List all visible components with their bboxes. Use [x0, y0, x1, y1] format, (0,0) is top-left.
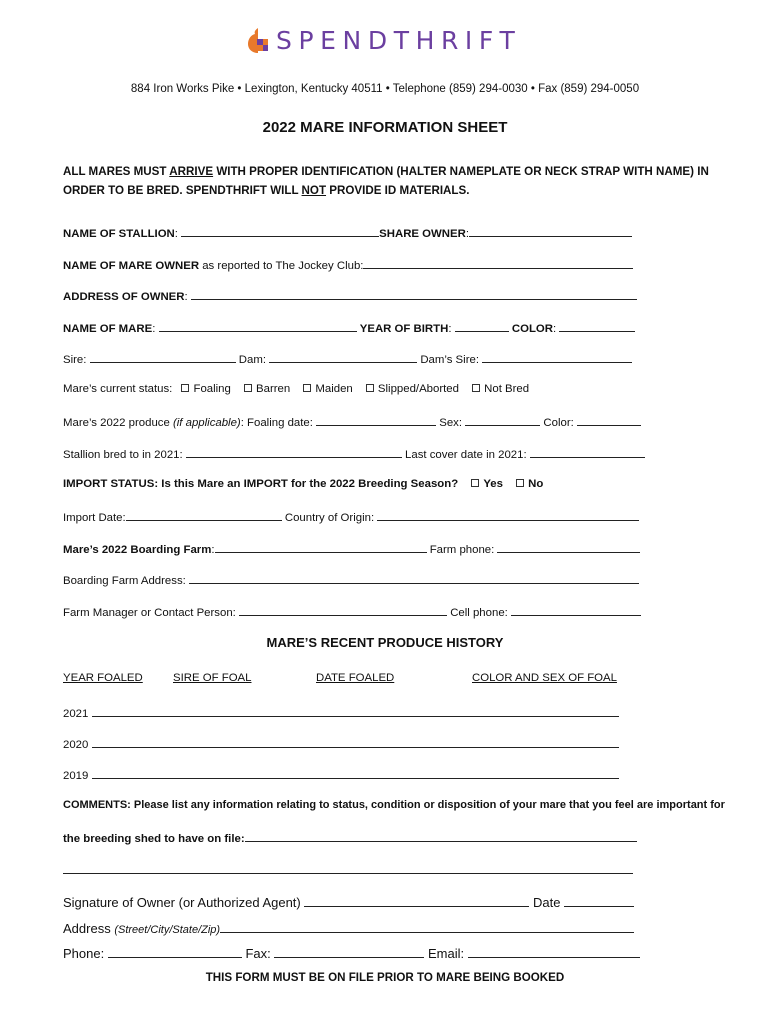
color-field[interactable]	[559, 320, 635, 332]
logo-wordmark: SPENDTHRIFT	[276, 26, 522, 55]
comments-field-2[interactable]	[63, 861, 633, 874]
sire-field[interactable]	[90, 351, 236, 363]
history-row-2019: 2019	[63, 767, 619, 782]
status-checkbox-maiden[interactable]	[303, 384, 311, 392]
comments-field[interactable]	[245, 830, 637, 842]
owner-address-field[interactable]	[191, 288, 637, 300]
col-date-foaled: DATE FOALED	[316, 672, 395, 684]
produce-color-field[interactable]	[577, 414, 641, 426]
history-field-2021[interactable]	[92, 705, 619, 717]
foaling-date-field[interactable]	[316, 414, 436, 426]
boarding-address-row: Boarding Farm Address:	[63, 572, 639, 587]
boarding-farm-row: Mare’s 2022 Boarding Farm: Farm phone:	[63, 541, 640, 556]
contact-row: Phone: Fax: Email:	[63, 944, 640, 961]
stallion-row: NAME OF STALLION: SHARE OWNER:	[63, 225, 632, 240]
dam-field[interactable]	[269, 351, 417, 363]
status-checkbox-barren[interactable]	[244, 384, 252, 392]
col-year-foaled: YEAR FOALED	[63, 672, 143, 684]
stallion-field[interactable]	[181, 225, 379, 237]
history-title: MARE’S RECENT PRODUCE HISTORY	[266, 635, 504, 650]
page-title: 2022 MARE INFORMATION SHEET	[262, 119, 508, 136]
id-warning: ALL MARES MUST ARRIVE WITH PROPER IDENTIFICATION (HALTER NAMEPLATE OR NECK STRAP WITH NAME) IN ORDER TO BE BRED. SPENDTHRIFT WILL NOT PROVIDE ID MATERIALS.	[63, 165, 709, 197]
signature-address-field[interactable]	[220, 919, 634, 933]
pedigree-row: Sire: Dam: Dam’s Sire:	[63, 351, 632, 366]
mare-owner-field[interactable]	[363, 257, 633, 269]
signature-date-field[interactable]	[564, 893, 634, 907]
fax-field[interactable]	[274, 944, 424, 958]
signature-row: Signature of Owner (or Authorized Agent) Date	[63, 893, 634, 910]
status-checkbox-not-bred[interactable]	[472, 384, 480, 392]
signature-address-row: Address (Street/City/State/Zip)	[63, 919, 634, 936]
mare-name-row: NAME OF MARE: YEAR OF BIRTH: COLOR:	[63, 320, 635, 335]
mare-owner-row: NAME OF MARE OWNER as reported to The Jockey Club:	[63, 257, 633, 272]
dams-sire-field[interactable]	[482, 351, 632, 363]
share-owner-field[interactable]	[469, 225, 632, 237]
phone-field[interactable]	[108, 944, 242, 958]
mare-name-field[interactable]	[159, 320, 357, 332]
signature-field[interactable]	[304, 893, 529, 907]
last-cover-field[interactable]	[530, 446, 645, 458]
history-field-2019[interactable]	[92, 767, 619, 779]
stallion-2021-field[interactable]	[186, 446, 402, 458]
import-date-field[interactable]	[126, 509, 282, 521]
history-row-2021: 2021	[63, 705, 619, 720]
footer-note: THIS FORM MUST BE ON FILE PRIOR TO MARE BEING BOOKED	[205, 971, 565, 984]
status-checkbox-slipped[interactable]	[366, 384, 374, 392]
horse-head-icon	[246, 26, 272, 56]
import-date-row: Import Date: Country of Origin:	[63, 509, 639, 524]
import-no-checkbox[interactable]	[516, 479, 524, 487]
import-row: IMPORT STATUS: Is this Mare an IMPORT for the 2022 Breeding Season? Yes No	[63, 478, 544, 490]
stallion-2021-row: Stallion bred to in 2021: Last cover date in 2021:	[63, 446, 645, 461]
farm-manager-field[interactable]	[239, 604, 447, 616]
comments-label: COMMENTS: Please list any information relating to status, condition or disposition of your mare that you feel are important for	[63, 799, 725, 811]
history-row-2020: 2020	[63, 736, 619, 751]
company-address: 884 Iron Works Pike • Lexington, Kentucky 40511 • Telephone (859) 294-0030 • Fax (859) 294-0050	[130, 83, 640, 95]
sex-field[interactable]	[465, 414, 540, 426]
status-row: Mare’s current status: Foaling Barren Maiden Slipped/Aborted Not Bred	[63, 383, 530, 395]
status-checkbox-foaling[interactable]	[181, 384, 189, 392]
history-field-2020[interactable]	[92, 736, 619, 748]
owner-address-row: ADDRESS OF OWNER:	[63, 288, 637, 303]
email-field[interactable]	[468, 944, 640, 958]
country-field[interactable]	[377, 509, 639, 521]
produce-row: Mare’s 2022 produce (if applicable): Foaling date: Sex: Color:	[63, 414, 641, 429]
boarding-address-field[interactable]	[189, 572, 639, 584]
col-color-sex: COLOR AND SEX OF FOAL	[472, 672, 617, 684]
col-sire-of-foal: SIRE OF FOAL	[173, 672, 252, 684]
farm-manager-row: Farm Manager or Contact Person: Cell phone:	[63, 604, 641, 619]
farm-phone-field[interactable]	[497, 541, 640, 553]
boarding-farm-field[interactable]	[215, 541, 427, 553]
year-birth-field[interactable]	[455, 320, 509, 332]
cell-phone-field[interactable]	[511, 604, 641, 616]
import-yes-checkbox[interactable]	[471, 479, 479, 487]
comments-row: the breeding shed to have on file:	[63, 830, 637, 845]
